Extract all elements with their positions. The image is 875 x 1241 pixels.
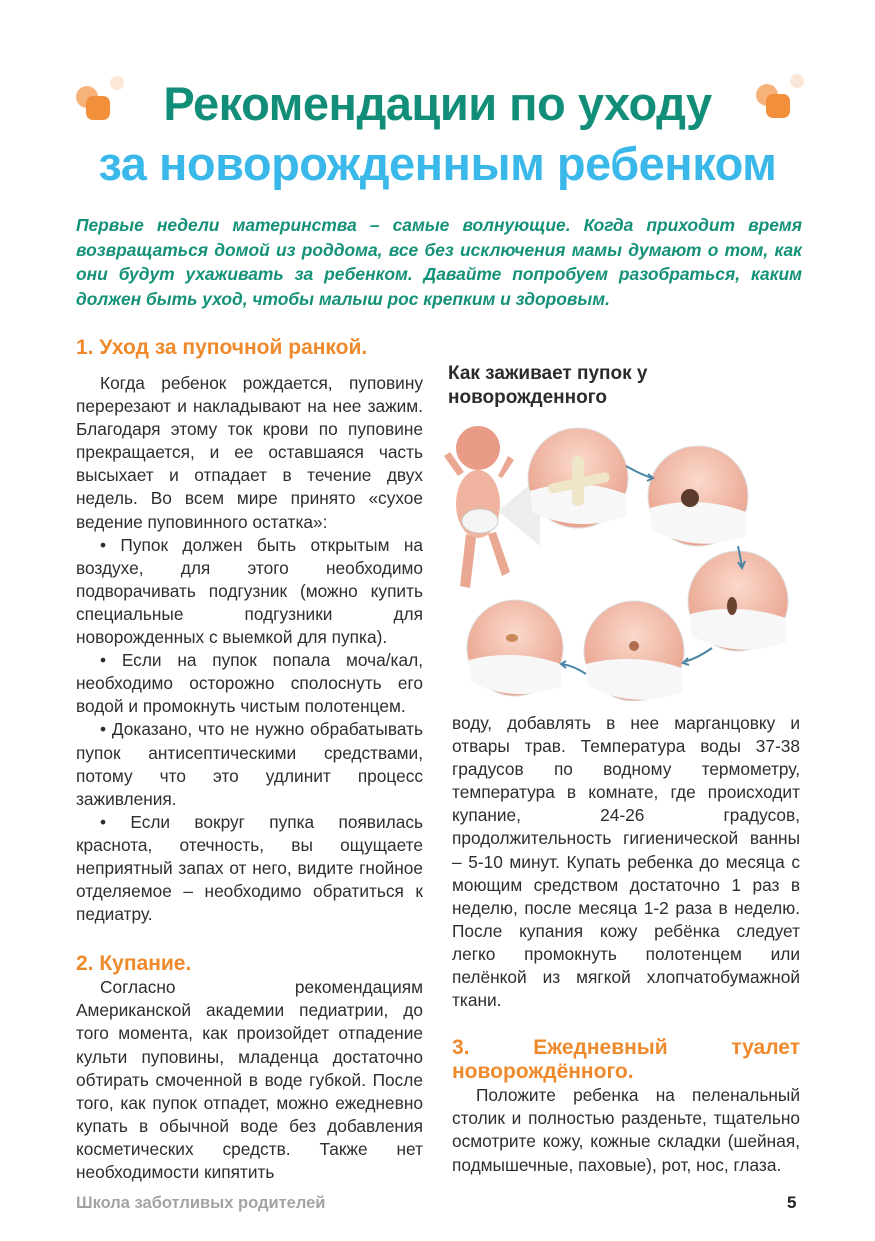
- stage-circle-5: [467, 600, 563, 696]
- section-heading-umbilical: 1. Уход за пупочной ранкой.: [76, 336, 368, 359]
- navel-healing-figure: [440, 356, 820, 696]
- stage-circle-4: [584, 601, 684, 701]
- stage-circle-2: [648, 446, 748, 546]
- section-heading-bathing: 2. Купание.: [76, 952, 192, 976]
- navel-healing-illustration: [440, 416, 820, 701]
- baby-icon: [444, 426, 540, 588]
- page-number: 5: [787, 1193, 797, 1212]
- stage-circle-3: [688, 551, 788, 651]
- paragraph: воду, добавлять в нее марганцовку и отвары трав. Температура воды 37-38 градусов по водному термометру, температура в комнате, где происходит купание, 24-26 градусов, продолжительность гигиенической ванны – 5-10 минут. Купать ребенка до месяца с моющим средством достаточно 1 раз в неделю, после месяца 1-2 раза в неделю. После купания кожу ребёнка следует легко промокнуть полотенцем или пелёнкой из мягкой хлопчатобумажной ткани.: [452, 713, 800, 1011]
- page-title-line1: Рекомендации по уходу: [163, 77, 712, 130]
- figure-title: Как заживает пупок у новорожденного: [448, 363, 648, 408]
- intro-paragraph: Первые недели материнства – самые волнующие. Когда приходит время возвращаться домой из роддома, все без исключения мамы думают о том, как они будут ухаживать за ребенком. Давайте попробуем разобраться, каким должен быть уход, чтобы малыш рос крепким и здоровым.: [76, 215, 802, 309]
- bullet-item: • Доказано, что не нужно обрабатывать пупок антисептическими средствами, потому что это удлинит процесс заживления.: [76, 719, 423, 809]
- bullet-item: • Если на пупок попала моча/кал, необходимо осторожно сполоснуть его водой и промокнуть чистым полотенцем.: [76, 650, 423, 717]
- right-column: [452, 712, 800, 1177]
- section-heading-daily-care: 3. Ежедневный туалет новорождённого.: [452, 1036, 800, 1084]
- footer-publication: Школа заботливых родителей: [76, 1194, 326, 1212]
- page-title-line2: за новорожденным ребенком: [98, 137, 777, 190]
- paragraph: Когда ребенок рождается, пуповину перерезают и накладывают на нее зажим. Благодаря этому ток крови по пуповине прекращается, и ее оставшаяся часть высыхает и отпадает в течение двух недель. Во всем мире принято «сухое ведение пуповинного остатка»:: [76, 373, 423, 532]
- paragraph: Положите ребенка на пеленальный столик и полностью разденьте, тщательно осмотрите кожу, кожные складки (шейная, подмышечные, паховые), рот, нос, глаза.: [452, 1085, 800, 1175]
- bullet-item: • Если вокруг пупка появилась краснота, отечность, вы ощущаете неприятный запах от него, видите гнойное отделяемое – необходимо обратиться к педиатру.: [76, 811, 423, 925]
- bullet-item: • Пупок должен быть открытым на воздухе, для этого необходимо подворачивать подгузник (можно купить специальные подгузники для новорожденных с выемкой для пупка).: [76, 534, 423, 648]
- left-column: [76, 336, 423, 1184]
- paragraph: Согласно рекомендациям Американской академии педиатрии, до того момента, как произойдет отпадение культи пуповины, младенца достаточно обтирать смоченной в воде губкой. После того, как пупок отпадет, можно ежедневно купать в обычной воде без добавления косметических средств. Также нет необходимости кипятить: [76, 977, 423, 1182]
- stage-circle-1: [528, 428, 628, 528]
